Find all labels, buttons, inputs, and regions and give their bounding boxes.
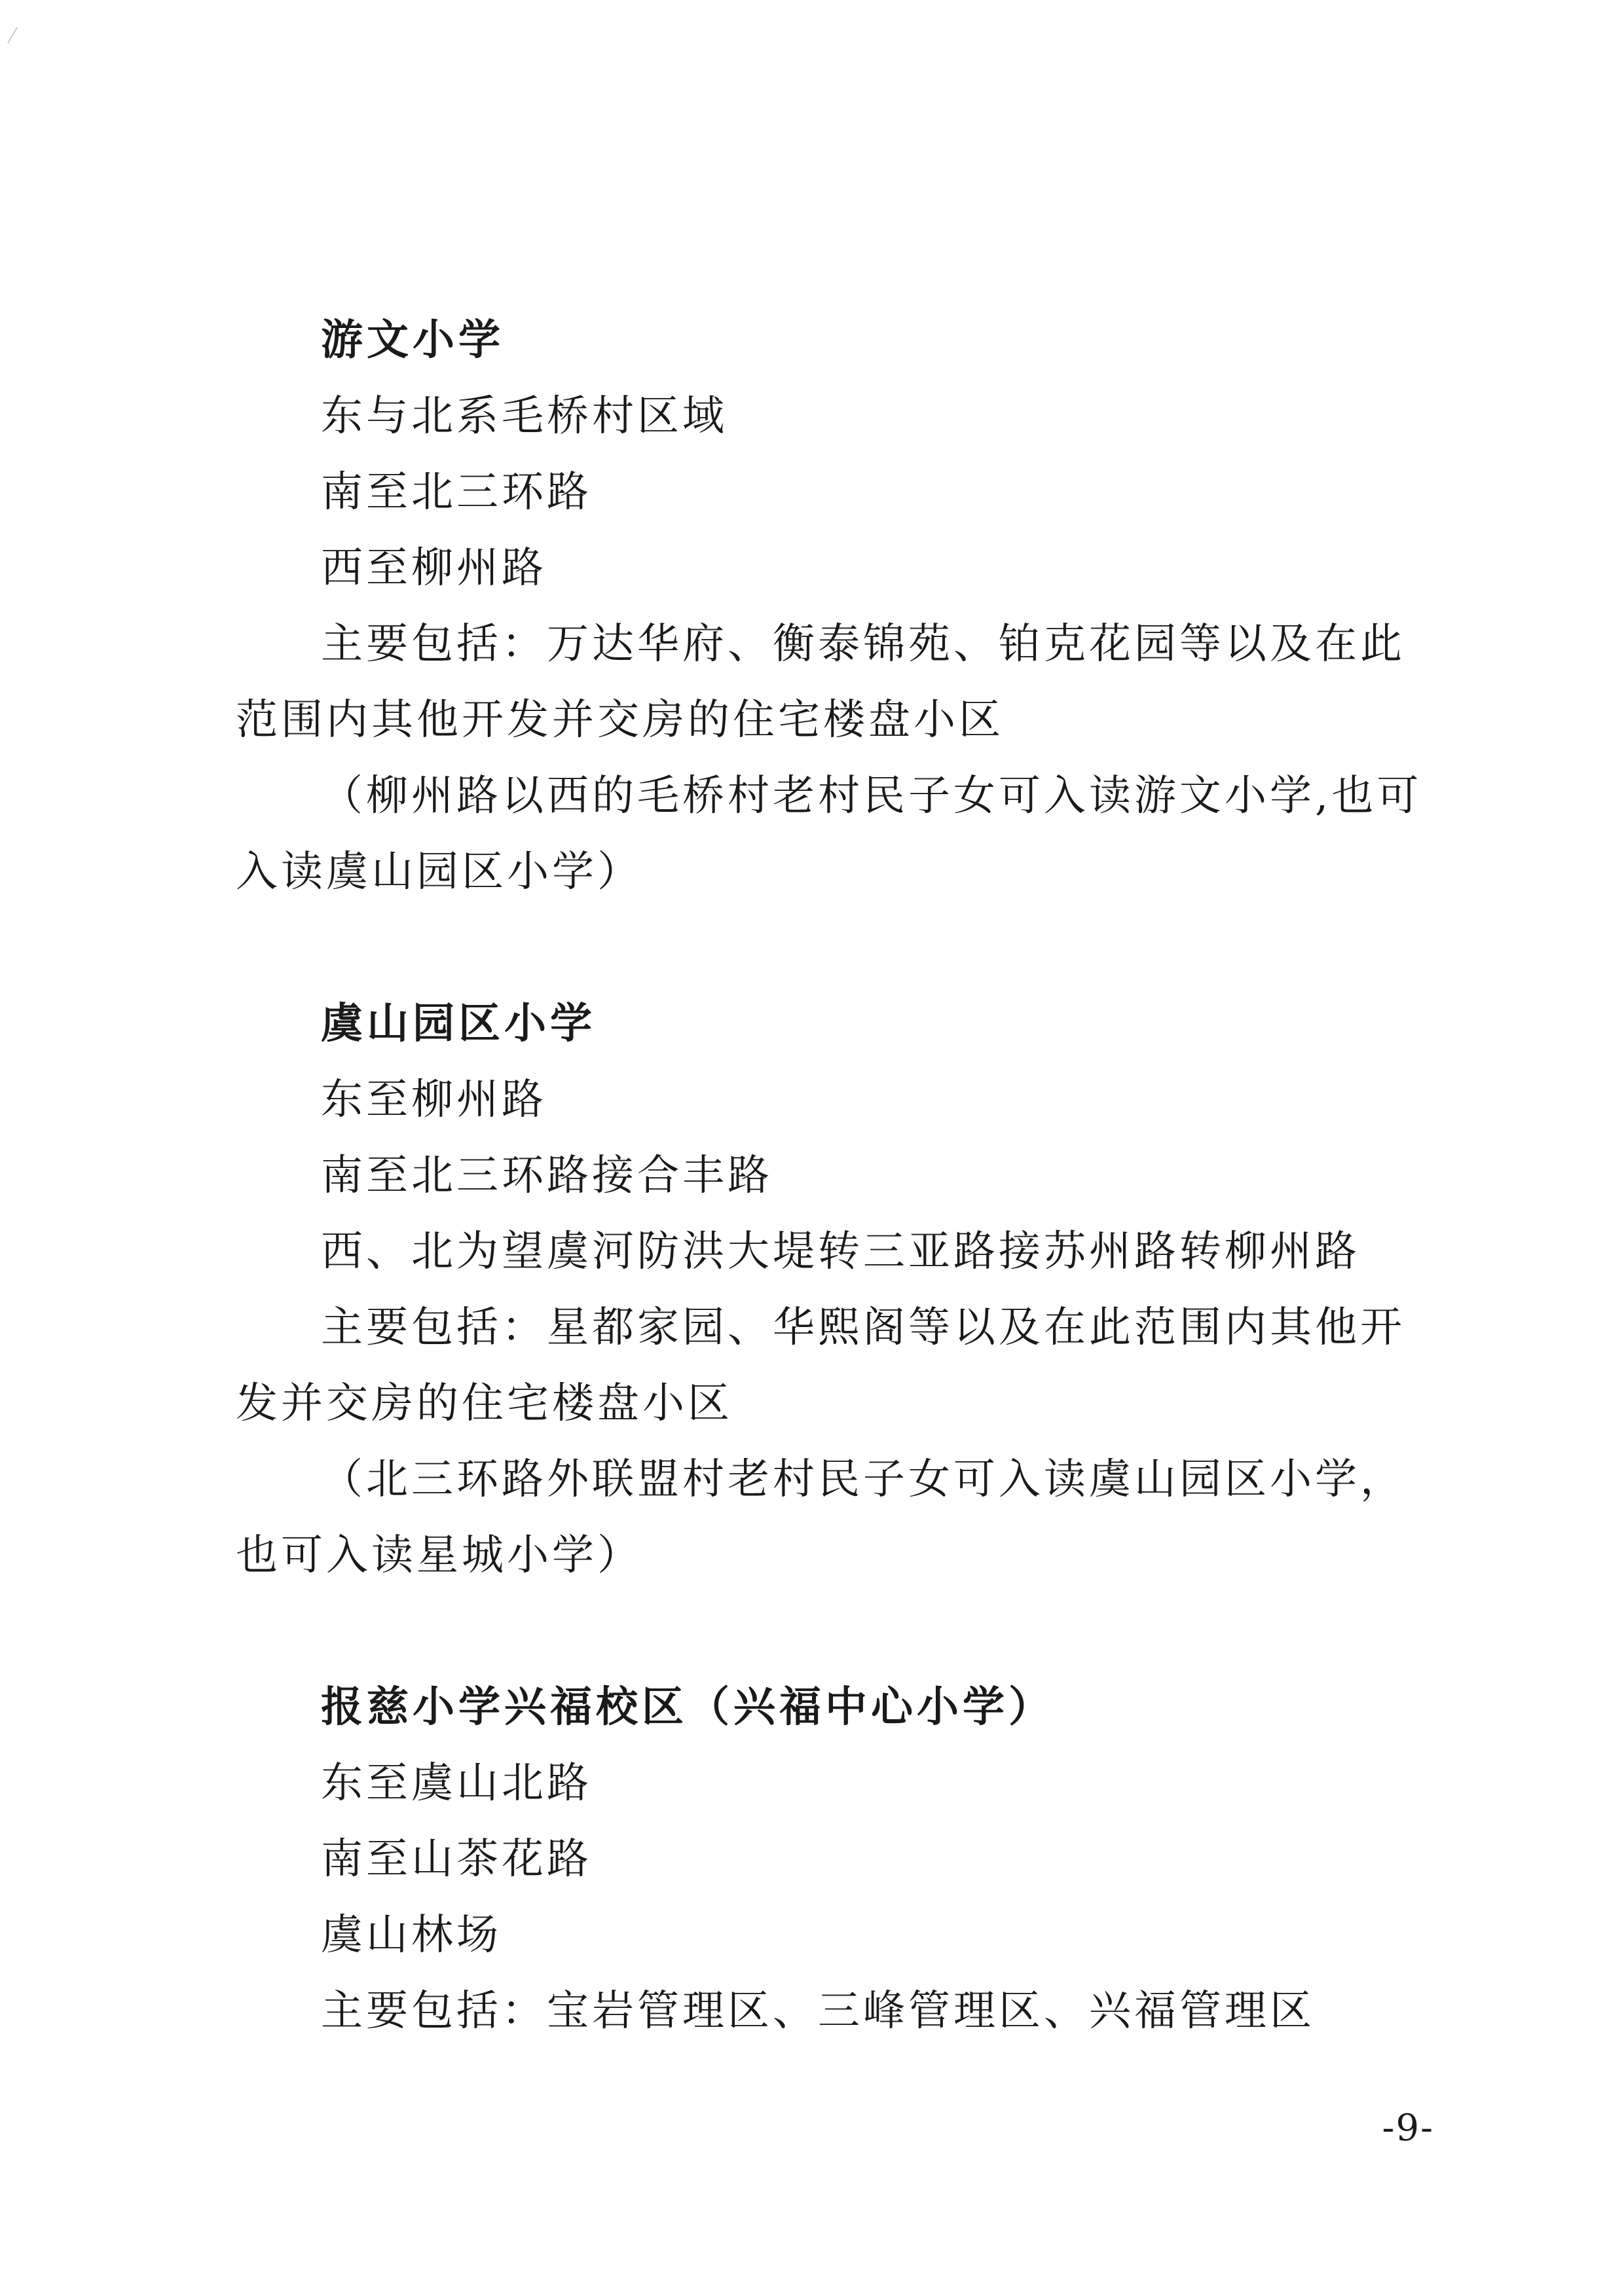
section-title: 报慈小学兴福校区（兴福中心小学） [321, 1683, 1054, 1732]
section-title: 游文小学 [321, 316, 504, 365]
boundary-line: 西、北为望虞河防洪大堤转三亚路接苏州路转柳州路 [321, 1228, 1360, 1276]
includes-paragraph: 主要包括：星都家园、华熙阁等以及在此范围内其他开发并交房的住宅楼盘小区 [236, 1303, 1405, 1428]
page-number: -9- [1382, 2107, 1434, 2149]
section-spacer [236, 910, 1434, 986]
boundary-line: 西至柳州路 [321, 544, 547, 592]
boundary-line: 南至北三环路接合丰路 [321, 1152, 773, 1200]
section-title: 虞山园区小学 [321, 999, 596, 1048]
boundary-line: 东与北系毛桥村区域 [321, 392, 728, 441]
includes-paragraph: 主要包括：万达华府、衡泰锦苑、铂克花园等以及在此范围内其他开发并交房的住宅楼盘小区 [236, 620, 1405, 744]
scan-mark [7, 27, 18, 43]
includes-paragraph: 主要包括：宝岩管理区、三峰管理区、兴福管理区 [321, 1987, 1315, 2035]
boundary-line: 南至北三环路 [321, 468, 592, 517]
note-paragraph: （柳州路以西的毛桥村老村民子女可入读游文小学,也可入读虞山园区小学） [236, 772, 1422, 896]
boundary-line: 东至虞山北路 [321, 1759, 592, 1808]
section-spacer [236, 1594, 1434, 1669]
boundary-line: 东至柳州路 [321, 1076, 547, 1124]
note-paragraph: （北三环路外联盟村老村民子女可入读虞山园区小学，也可入读星城小学） [236, 1455, 1405, 1580]
document-body [236, 302, 1434, 2049]
boundary-line: 虞山林场 [321, 1911, 502, 1959]
boundary-line: 南至山茶花路 [321, 1835, 592, 1884]
